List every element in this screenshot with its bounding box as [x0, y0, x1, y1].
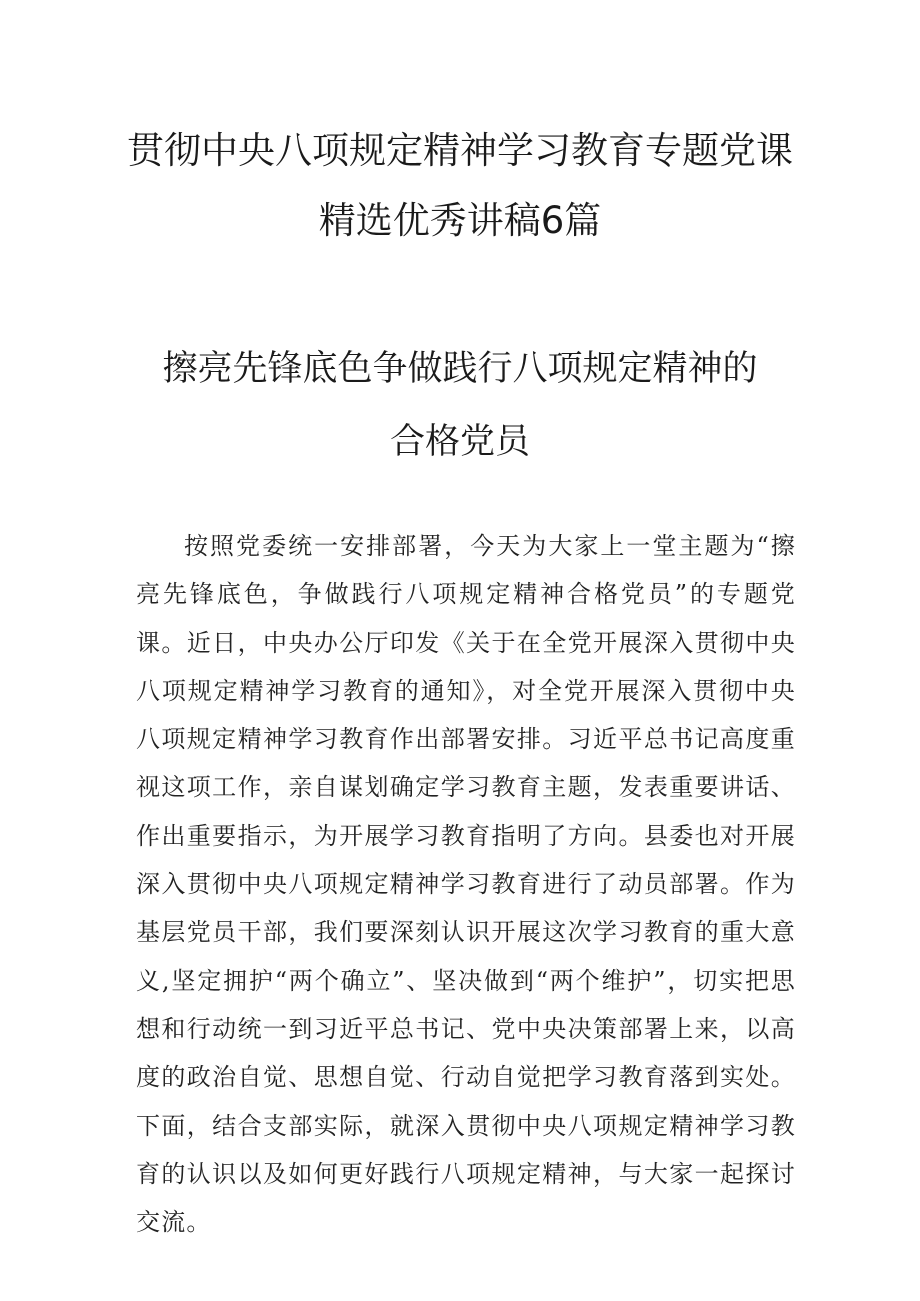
document-title-line-1: 贯彻中央八项规定精神学习教育专题党课 — [127, 129, 793, 172]
section-heading-line-2: 合格党员 — [389, 422, 530, 462]
body-paragraph: 按照党委统一安排部署，今天为大家上一堂主题为“擦亮先锋底色，争做践行八项规定精神合格党员”的专题党课。近日，中央办公厅印发《关于在全党开展深入贯彻中央八项规定精神学习教育的通知》，对全党开展深入贯彻中央八项规定精神学习教育作出部署安排。习近平总书记高度重视这项工作，亲自谋划确定学习教育主题，发表重要讲话、作出重要指示，为开展学习教育指明了方向。县委也对开展深入贯彻中央八项规定精神学习教育进行了动员部署。作为基层党员干部，我们要深刻认识开展这次学习教育的重大意义,坚定拥护“两个确立”、坚决做到“两个维护”，切实把思想和行动统一到习近平总书记、党中央决策部署上来，以高度的政治自觉、思想自觉、行动自觉把学习教育落到实处。下面，结合支部实际，就深入贯彻中央八项规定精神学习教育的认识以及如何更好践行八项规定精神，与大家一起探讨交流。 — [136, 532, 796, 1237]
document-title-line-2: 精选优秀讲稿6篇 — [318, 199, 602, 242]
section-heading-line-1: 擦亮先锋底色争做践行八项规定精神的 — [162, 349, 758, 389]
